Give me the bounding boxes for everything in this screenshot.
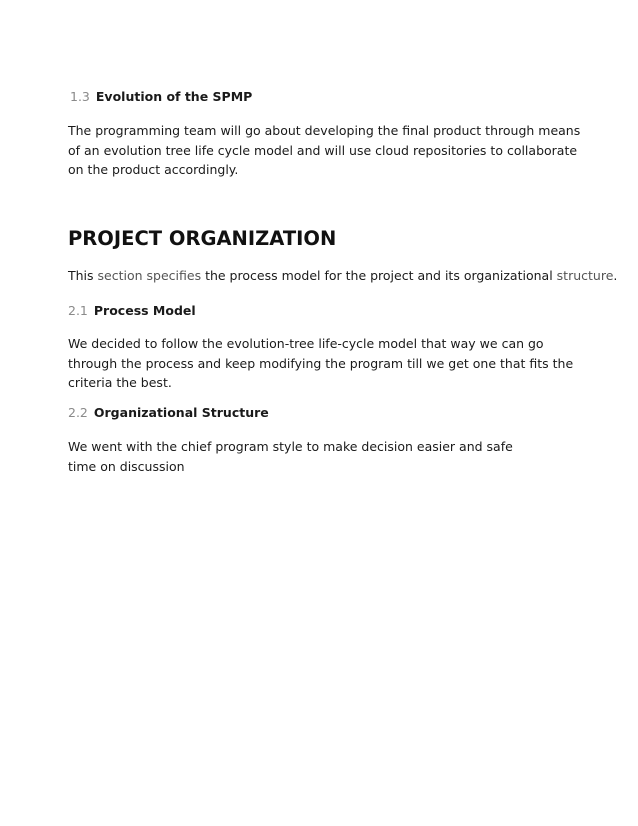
section-2-2-paragraph: We went with the chief program style to make decision easier and safe time on discussion [68, 439, 513, 474]
intro-text: the process model for the project and its organizational [201, 268, 557, 283]
intro-text: structure [556, 268, 614, 283]
intro-text: section specifies [97, 268, 202, 283]
section-2-2-heading [68, 405, 269, 421]
section-number: 1.3 [70, 89, 90, 104]
section-1-3-heading [70, 89, 252, 105]
section-2-1-paragraph: We decided to follow the evolution-tree life-cycle model that way we can go through the process and keep modifying the program till we get one that fits the criteria the best. [68, 336, 574, 390]
section-number: 2.1 [68, 303, 88, 318]
section-title: Evolution of the SPMP [95, 89, 253, 104]
intro-text: This [68, 268, 98, 283]
section-2-1-heading [68, 303, 196, 319]
intro-text: . [613, 268, 618, 283]
section-title: Organizational Structure [93, 405, 269, 420]
section-1-3-paragraph: The programming team will go about developing the final product through means of an evolution tree life cycle model and will use cloud repositories to collaborate on the product accordingly. [68, 123, 581, 177]
section-title: Process Model [93, 303, 196, 318]
section-number: 2.2 [68, 405, 88, 420]
chapter-intro-paragraph [68, 266, 618, 286]
chapter-heading: PROJECT ORGANIZATION [68, 227, 337, 250]
